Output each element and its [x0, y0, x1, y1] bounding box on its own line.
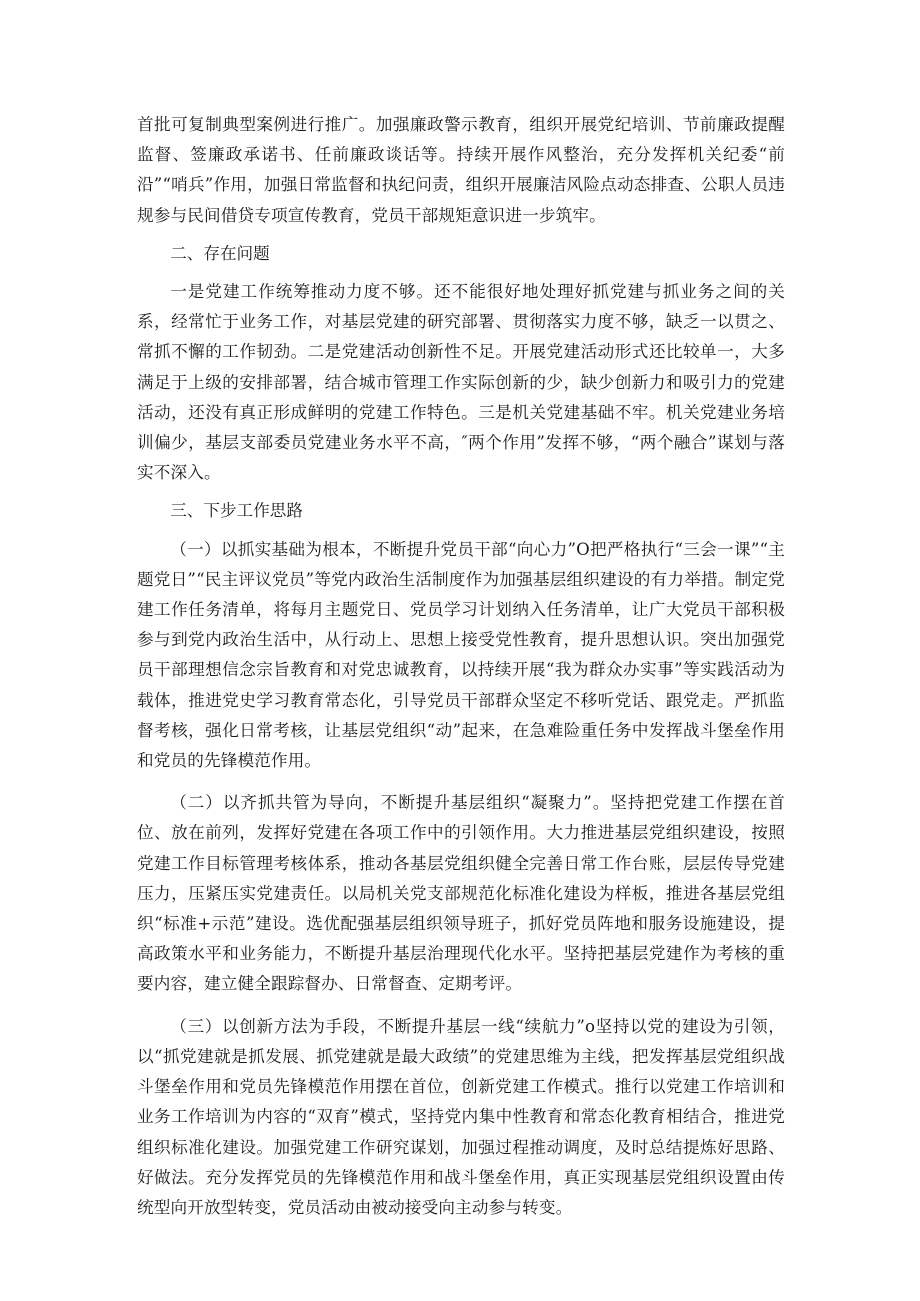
next-step-item-2: （二）以齐抓共管为导向，不断提升基层组织“凝聚力”。坚持把党建工作摆在首位、放在前列，发挥好党建在各项工作中的引领作用。大力推进基层党组织建设，按照党建工作目标管理考核体系，推动各基层党组织健全完善日常工作台账，层层传导党建压力，压紧压实党建责任。以局机关党支部规范化标准化建设为样板，推进各基层党组织“标准+示范”建设。选优配强基层组织领导班子，抓好党员阵地和服务设施建设，提高政策水平和业务能力，不断提升基层治理现代化水平。坚持把基层党建作为考核的重要内容，建立健全跟踪督办、日常督查、定期考评。: [137, 793, 785, 994]
next-step-item-1: （一）以抓实基础为根本，不断提升党员干部“向心力”O把严格执行“三会一课”“主题党日”“民主评议党员”等党内政治生活制度作为加强基层组织建设的有力举措。制定党建工作任务清单，将每月主题党日、党员学习计划纳入任务清单，让广大党员干部积极参与到党内政治生活中，从行动上、思想上接受党性教育，提升思想认识。突出加强党员干部理想信念宗旨教育和对党忠诚教育，以持续开展“我为群众办实事”等实践活动为载体，推进党史学习教育常态化，引导党员干部群众坚定不移听党话、跟党走。严抓监督考核，强化日常考核，让基层党组织“动”起来，在急难险重任务中发挥战斗堡垒作用和党员的先锋模范作用。: [137, 539, 785, 771]
next-step-item-3: （三）以创新方法为手段，不断提升基层一线“续航力”o坚持以党的建设为引领，以“抓党建就是抓发展、抓党建就是最大政绩”的党建思维为主线，把发挥基层党组织战斗堡垒作用和党员先锋模范作用摆在首位，创新党建工作模式。推行以党建工作培训和业务工作培训为内容的“双育”模式，坚持党内集中性教育和常态化教育相结合，推进党组织标准化建设。加强党建工作研究谋划，加强过程推动调度，及时总结提炼好思路、好做法。充分发挥党员的先锋模范作用和战斗堡垒作用，真正实现基层党组织设置由传统型向开放型转变，党员活动由被动接受向主动参与转变。: [137, 1016, 785, 1217]
problems-paragraph: 一是党建工作统筹推动力度不够。还不能很好地处理好抓党建与抓业务之间的关系，经常忙于业务工作，对基层党建的研究部署、贯彻落实力度不够，缺乏一以贯之、常抓不懈的工作韧劲。二是党建活动创新性不足。开展党建活动形式还比较单一，大多满足于上级的安排部署，结合城市管理工作实际创新的少，缺少创新力和吸引力的党建活动，还没有真正形成鲜明的党建工作特色。三是机关党建基础不牢。机关党建业务培训偏少，基层支部委员党建业务水平不高，″两个作用”发挥不够，“两个融合”谋划与落实不深入。: [137, 282, 785, 483]
intro-paragraph: 首批可复制典型案例进行推广。加强廉政警示教育，组织开展党纪培训、节前廉政提醒监督、签廉政承诺书、任前廉政谈话等。持续开展作风整治，充分发挥机关纪委“前沿”“哨兵”作用，加强日常监督和执纪问责，组织开展廉洁风险点动态排查、公职人员违规参与民间借贷专项宣传教育，党员干部规矩意识进一步筑牢。: [137, 115, 785, 225]
section-heading-problems: 二、存在问题: [170, 243, 270, 263]
document-page: [137, 110, 785, 1223]
section-heading-next-steps: 三、下步工作思路: [170, 501, 303, 521]
